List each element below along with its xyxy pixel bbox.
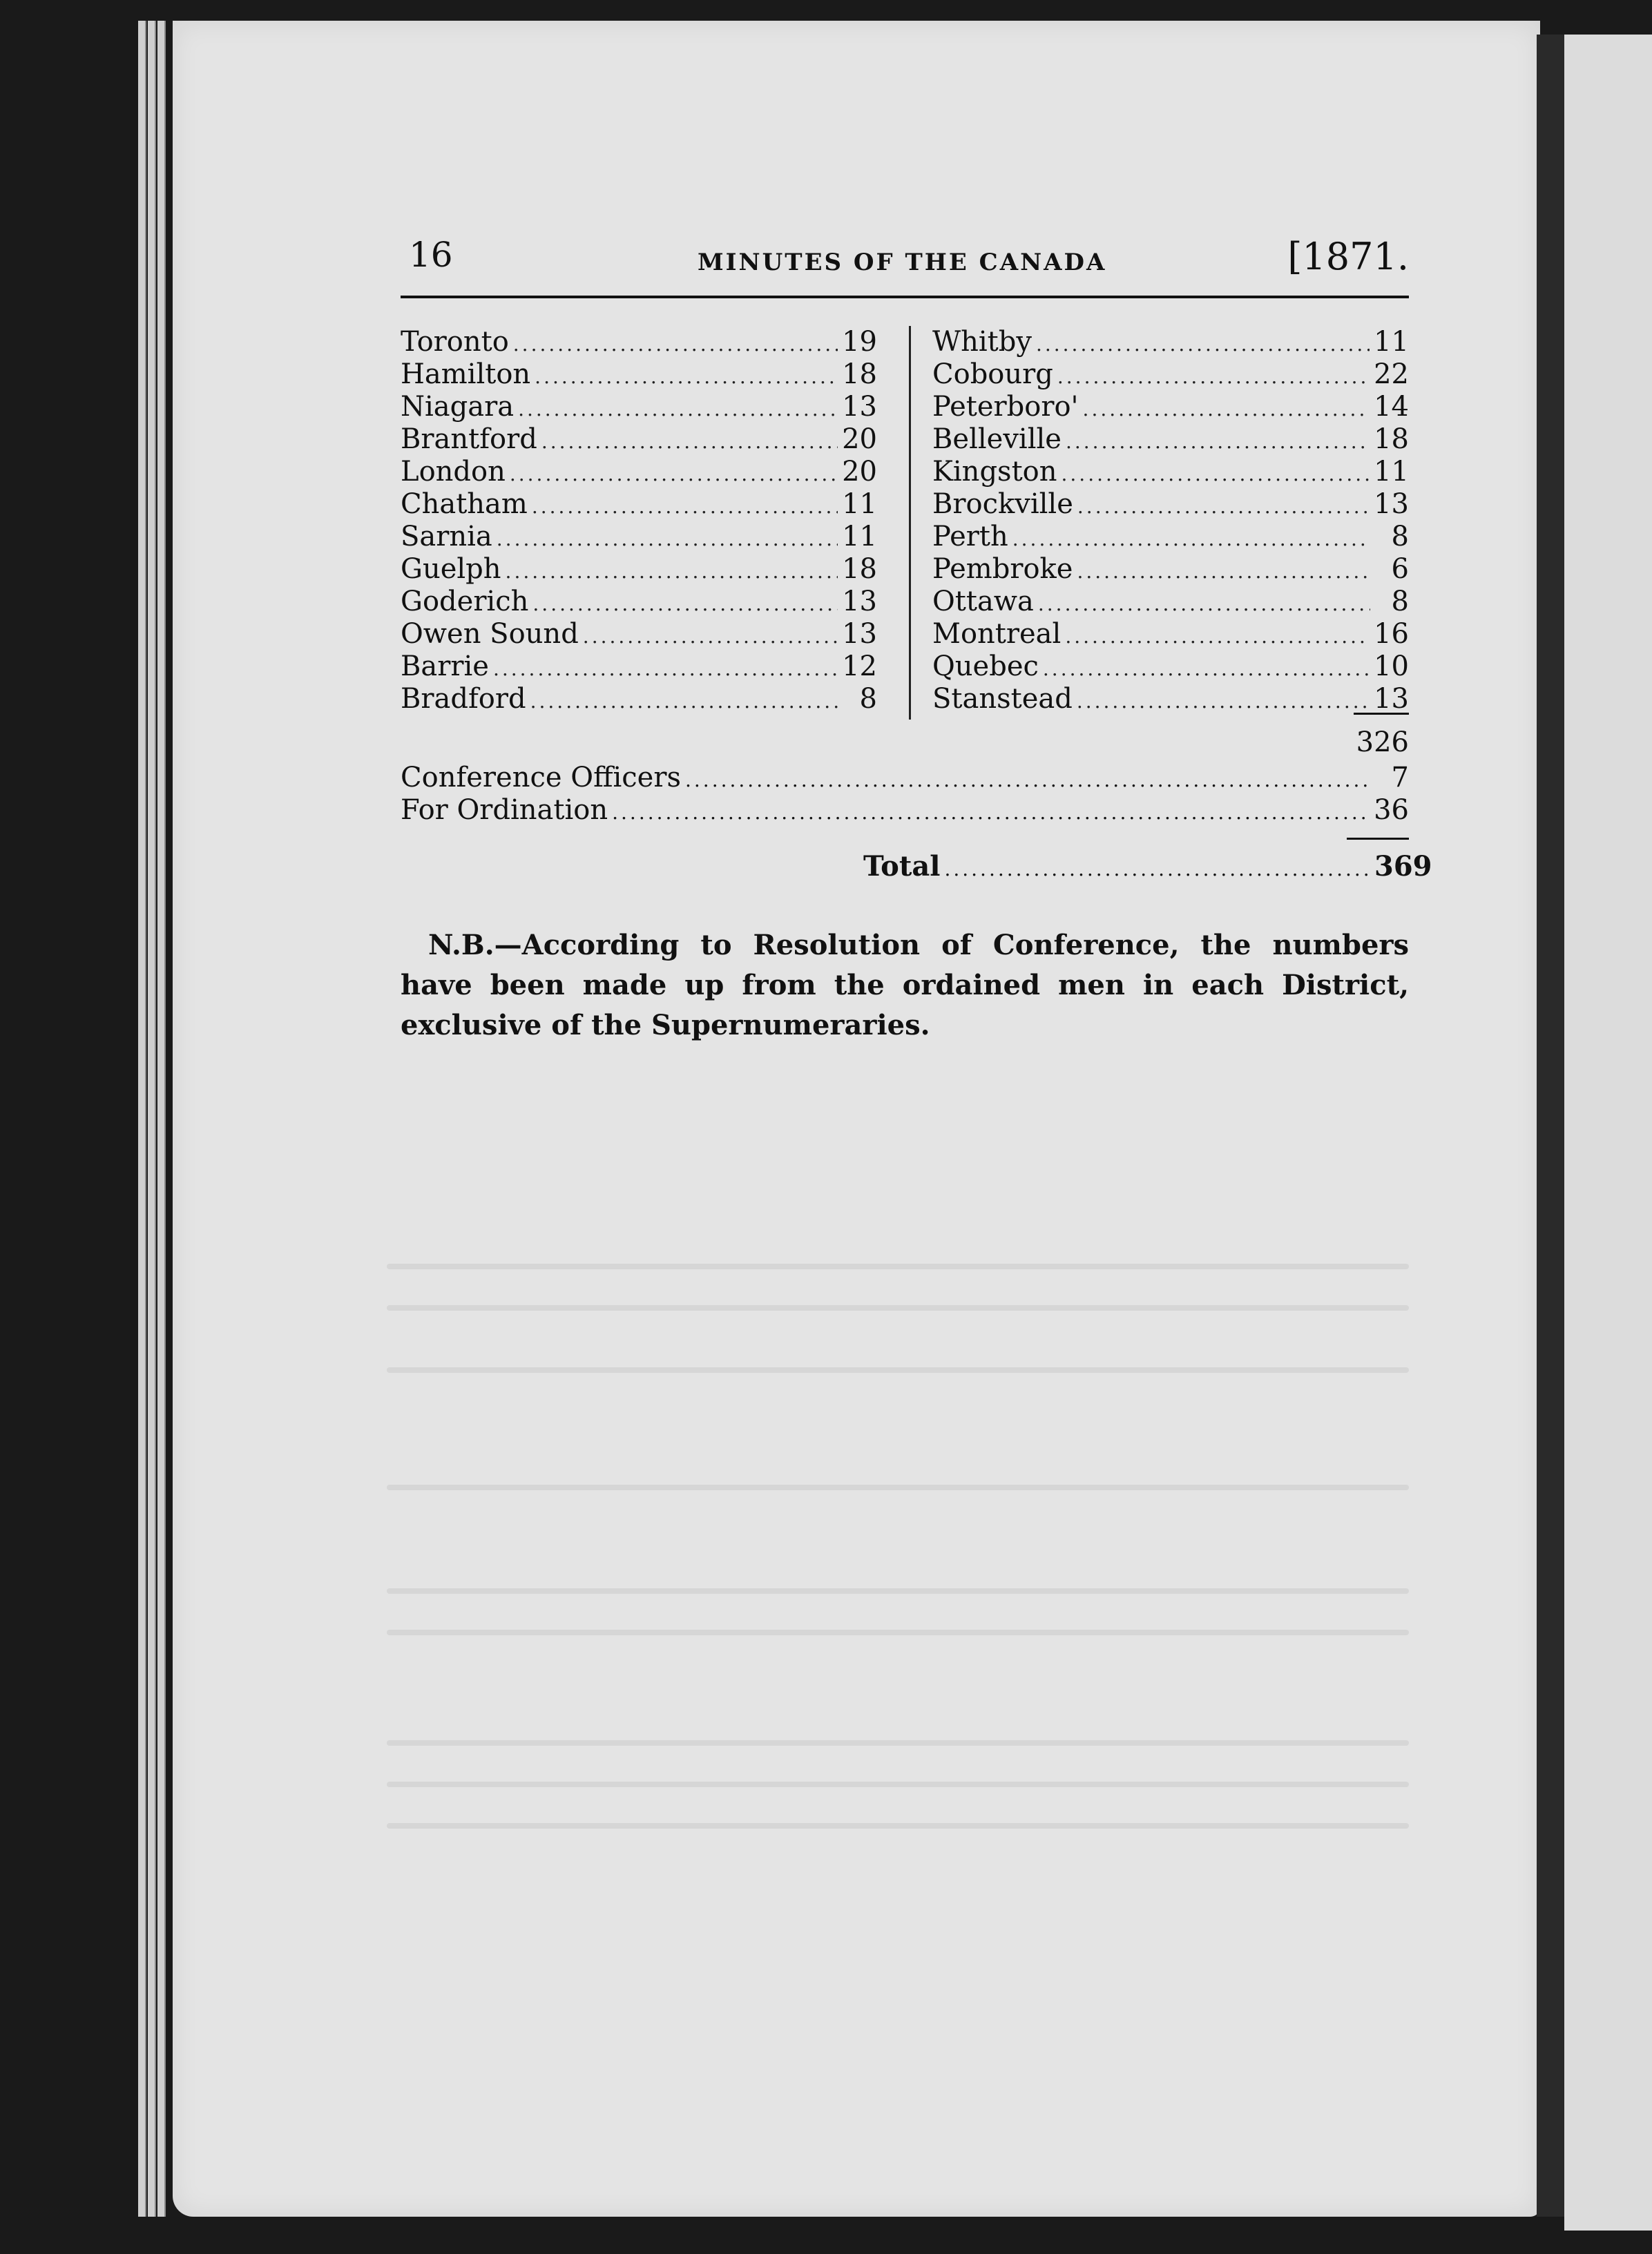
district-row [401, 456, 877, 488]
district-count: 14 [1374, 391, 1409, 423]
header-rule [401, 296, 1409, 298]
officers-row [401, 762, 1409, 794]
district-row [932, 651, 1409, 683]
district-count: 13 [842, 618, 877, 650]
bleed-through-line [387, 1630, 1409, 1635]
district-name: Peterboro' [932, 391, 1079, 423]
bleed-through-line [387, 1588, 1409, 1594]
district-count: 16 [1374, 618, 1409, 650]
district-row [401, 683, 877, 715]
district-row [932, 456, 1409, 488]
district-name: Ottawa [932, 586, 1034, 617]
district-name: Chatham [401, 488, 528, 520]
district-count: 18 [842, 553, 877, 585]
district-count: 19 [842, 326, 877, 358]
facing-page-edge [1564, 35, 1652, 2231]
district-row [932, 618, 1409, 651]
district-row [401, 521, 877, 553]
ordination-row [401, 794, 1409, 827]
subtotal-value: 326 [1356, 726, 1409, 758]
bleed-through-line [387, 1305, 1409, 1311]
district-row [932, 358, 1409, 391]
district-count: 18 [842, 358, 877, 390]
district-name: Stanstead [932, 683, 1073, 715]
district-row [932, 423, 1409, 456]
row-value: 7 [1391, 762, 1409, 793]
page-header [401, 228, 1409, 290]
district-name: Hamilton [401, 358, 531, 390]
column-divider [909, 326, 911, 720]
district-name: Brantford [401, 423, 537, 455]
district-count: 20 [842, 456, 877, 488]
district-count: 13 [842, 586, 877, 617]
page-edge [148, 21, 156, 2217]
row-label: Conference Officers [401, 762, 681, 793]
district-name: Whitby [932, 326, 1032, 358]
district-row [401, 326, 877, 358]
district-count: 11 [1374, 326, 1409, 358]
page-number: 16 [409, 235, 453, 275]
bleed-through-line [387, 1264, 1409, 1269]
district-row [932, 586, 1409, 618]
district-count: 6 [1391, 553, 1409, 585]
bleed-through-line [387, 1485, 1409, 1490]
page-edge [157, 21, 166, 2217]
district-count: 8 [859, 683, 877, 715]
district-row [401, 586, 877, 618]
total-label: Total [863, 850, 941, 883]
book-spine [1537, 35, 1564, 2217]
page-edge [138, 21, 146, 2217]
district-name: Montreal [932, 618, 1062, 650]
district-name: Bradford [401, 683, 526, 715]
district-name: Quebec [932, 651, 1039, 682]
district-row [932, 488, 1409, 521]
district-count: 10 [1374, 651, 1409, 682]
left-column [401, 326, 877, 740]
row-label: For Ordination [401, 794, 608, 826]
district-name: Belleville [932, 423, 1062, 455]
district-count: 11 [842, 521, 877, 552]
district-name: Pembroke [932, 553, 1073, 585]
district-row [932, 391, 1409, 423]
district-count: 22 [1374, 358, 1409, 390]
district-name: Kingston [932, 456, 1057, 488]
row-value: 36 [1374, 794, 1409, 826]
total-rule [1347, 838, 1409, 840]
district-name: London [401, 456, 506, 488]
right-column [932, 326, 1409, 740]
district-row [932, 521, 1409, 553]
district-count: 12 [842, 651, 877, 682]
district-name: Perth [932, 521, 1008, 552]
district-row [401, 358, 877, 391]
district-row [401, 391, 877, 423]
running-title: MINUTES OF THE CANADA [698, 249, 1107, 276]
district-row [401, 488, 877, 521]
district-count: 8 [1391, 586, 1409, 617]
district-row [932, 553, 1409, 586]
bleed-through-line [387, 1740, 1409, 1746]
district-name: Brockville [932, 488, 1073, 520]
bleed-through-line [387, 1823, 1409, 1829]
bleed-through-line [387, 1782, 1409, 1787]
district-row [401, 651, 877, 683]
district-count: 13 [1374, 488, 1409, 520]
district-name: Goderich [401, 586, 529, 617]
total-row [863, 849, 1432, 887]
district-row [932, 683, 1409, 715]
district-name: Owen Sound [401, 618, 579, 650]
district-count: 11 [842, 488, 877, 520]
district-name: Cobourg [932, 358, 1053, 390]
district-row [932, 326, 1409, 358]
year-label: [1871. [1287, 235, 1409, 278]
district-row [401, 618, 877, 651]
total-value: 369 [1374, 850, 1432, 883]
district-name: Barrie [401, 651, 489, 682]
district-count: 13 [842, 391, 877, 423]
district-count: 8 [1391, 521, 1409, 552]
district-count: 18 [1374, 423, 1409, 455]
district-count: 20 [842, 423, 877, 455]
page-content [401, 228, 1432, 1073]
district-count: 11 [1374, 456, 1409, 488]
bleed-through-line [387, 1367, 1409, 1373]
district-table [401, 326, 1409, 740]
footnote: N.B.—According to Resolution of Conference, the numbers have been made up from the ordained men in each District, exclusive of the Supernumeraries. [401, 929, 1409, 1041]
district-name: Toronto [401, 326, 509, 358]
district-name: Sarnia [401, 521, 492, 552]
district-name: Guelph [401, 553, 501, 585]
district-count: 13 [1374, 683, 1409, 715]
district-row [401, 553, 877, 586]
district-row [401, 423, 877, 456]
district-name: Niagara [401, 391, 515, 423]
